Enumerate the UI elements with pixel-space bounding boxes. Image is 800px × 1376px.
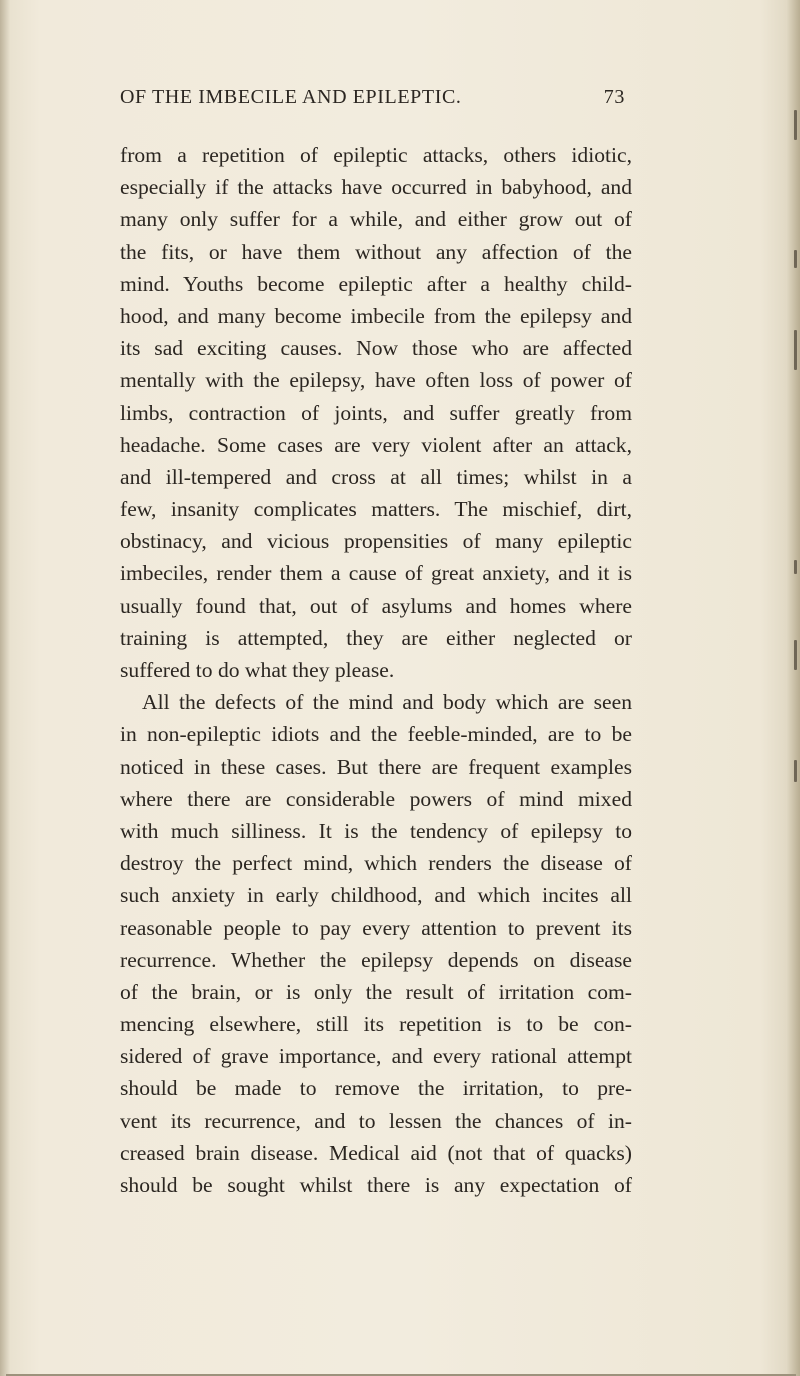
- text-line: recurrence. Whether the epilepsy depends on disease: [120, 947, 632, 972]
- body-text: [120, 139, 632, 1201]
- text-line: reasonable people to pay every attention to prevent its: [120, 915, 632, 940]
- text-line: noticed in these cases. But there are frequent examples: [120, 754, 632, 779]
- edge-mark: [794, 560, 797, 574]
- page-edge: [786, 0, 800, 1376]
- text-line: where there are considerable powers of mind mixed: [120, 786, 632, 811]
- text-line: especially if the attacks have occurred in babyhood, and: [120, 175, 632, 200]
- text-line: its sad exciting causes. Now those who are affected: [120, 336, 632, 361]
- text-line: hood, and many become imbecile from the epilepsy and: [120, 303, 632, 328]
- text-line: imbeciles, render them a cause of great anxiety, and it is: [120, 561, 632, 586]
- running-head-title: OF THE IMBECILE AND EPILEPTIC.: [120, 86, 462, 108]
- text-line: and ill-tempered and cross at all times; whilst in a: [120, 464, 632, 489]
- text-line: vent its recurrence, and to lessen the chances of in-: [120, 1108, 632, 1133]
- text-line: the fits, or have them without any affection of the: [120, 239, 632, 264]
- text-line: training is attempted, they are either neglected or: [120, 625, 632, 650]
- edge-mark: [794, 760, 797, 782]
- running-head: [120, 86, 625, 116]
- page-number: 73: [603, 86, 625, 108]
- text-line: destroy the perfect mind, which renders the disease of: [120, 851, 632, 876]
- text-line: such anxiety in early childhood, and which incites all: [120, 883, 632, 908]
- edge-mark: [794, 250, 797, 268]
- text-line: of the brain, or is only the result of irritation com-: [120, 979, 632, 1004]
- text-line: should be made to remove the irritation, to pre-: [120, 1076, 632, 1101]
- text-line: limbs, contraction of joints, and suffer greatly from: [120, 400, 632, 425]
- edge-mark: [794, 330, 797, 370]
- text-line: from a repetition of epileptic attacks, others idiotic,: [120, 143, 632, 167]
- text-line: headache. Some cases are very violent after an attack,: [120, 432, 632, 457]
- text-line: usually found that, out of asylums and homes where: [120, 593, 632, 618]
- edge-mark: [794, 110, 797, 140]
- text-line: suffered to do what they please.: [120, 658, 395, 682]
- text-line: with much silliness. It is the tendency of epilepsy to: [120, 818, 632, 843]
- text-line: creased brain disease. Medical aid (not that of quacks): [120, 1140, 632, 1165]
- text-line: many only suffer for a while, and either grow out of: [120, 207, 632, 232]
- edge-mark: [794, 640, 797, 670]
- text-line: obstinacy, and vicious propensities of many epileptic: [120, 529, 632, 554]
- text-line: few, insanity complicates matters. The mischief, dirt,: [120, 497, 632, 522]
- text-line: mind. Youths become epileptic after a healthy child-: [120, 271, 632, 296]
- text-line: mencing elsewhere, still its repetition is to be con-: [120, 1012, 632, 1037]
- text-line: in non-epileptic idiots and the feeble-minded, are to be: [120, 722, 632, 747]
- text-line: mentally with the epilepsy, have often loss of power of: [120, 368, 632, 393]
- text-line: sidered of grave importance, and every rational attempt: [120, 1044, 632, 1069]
- binding-gutter: [0, 0, 10, 1376]
- text-line: should be sought whilst there is any expectation of: [120, 1173, 632, 1197]
- text-line: All the defects of the mind and body which are seen: [142, 690, 632, 715]
